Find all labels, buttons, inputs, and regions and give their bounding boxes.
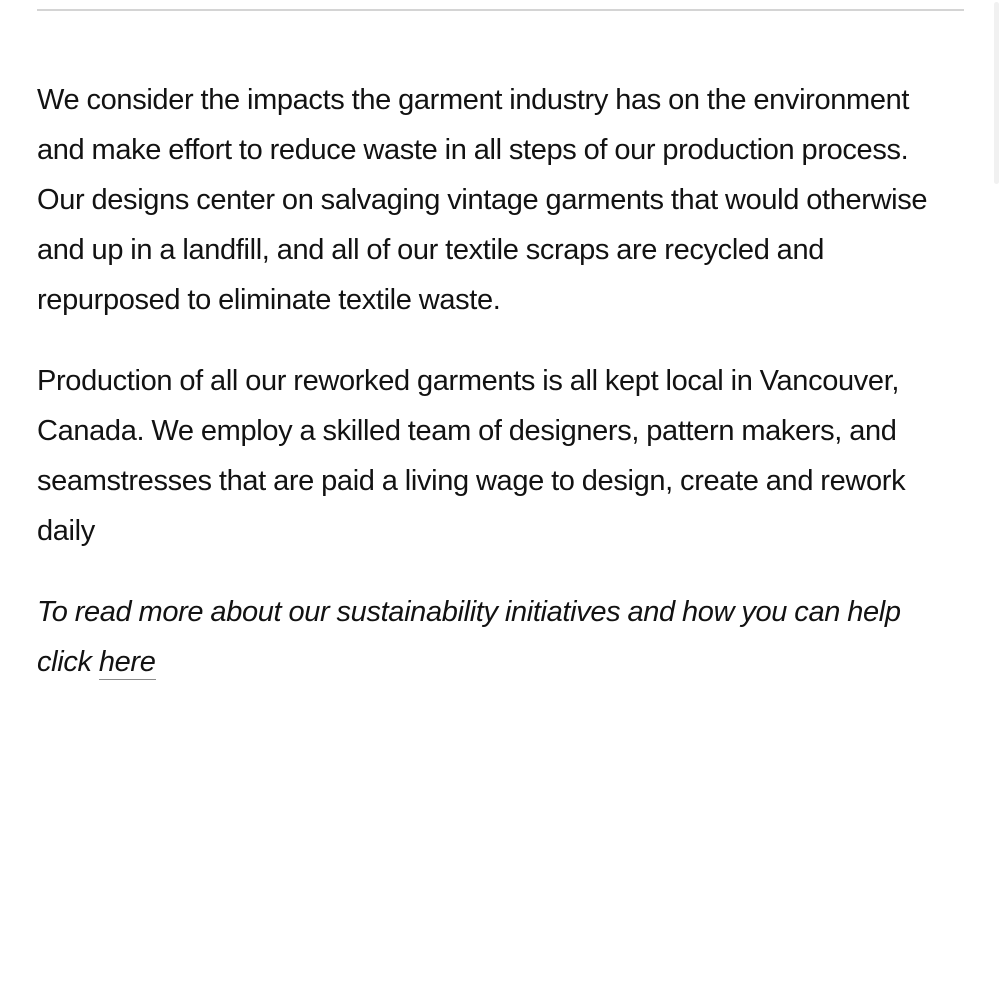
scrollbar-thumb[interactable]: [994, 2, 999, 184]
cta-text: To read more about our sustainability initiatives and how you can help click: [37, 596, 901, 678]
read-more-link[interactable]: here: [98, 646, 156, 678]
scrollbar[interactable]: [992, 0, 1000, 1000]
sustainability-cta: [37, 587, 942, 687]
top-divider: [37, 9, 964, 11]
environment-paragraph: We consider the impacts the garment industry has on the environment and make effort to reduce waste in all steps of our production process. Our designs center on salvaging vintage garments that would otherwise and up in a landfill, and all of our textile scraps are recycled and repurposed to eliminate textile waste.: [37, 84, 928, 316]
sustainability-section: [37, 75, 942, 687]
production-paragraph: Production of all our reworked garments is all kept local in Vancouver, Canada. We employ a skilled team of designers, pattern makers, and seamstresses that are paid a living wage to design, create and rework daily: [37, 365, 906, 547]
